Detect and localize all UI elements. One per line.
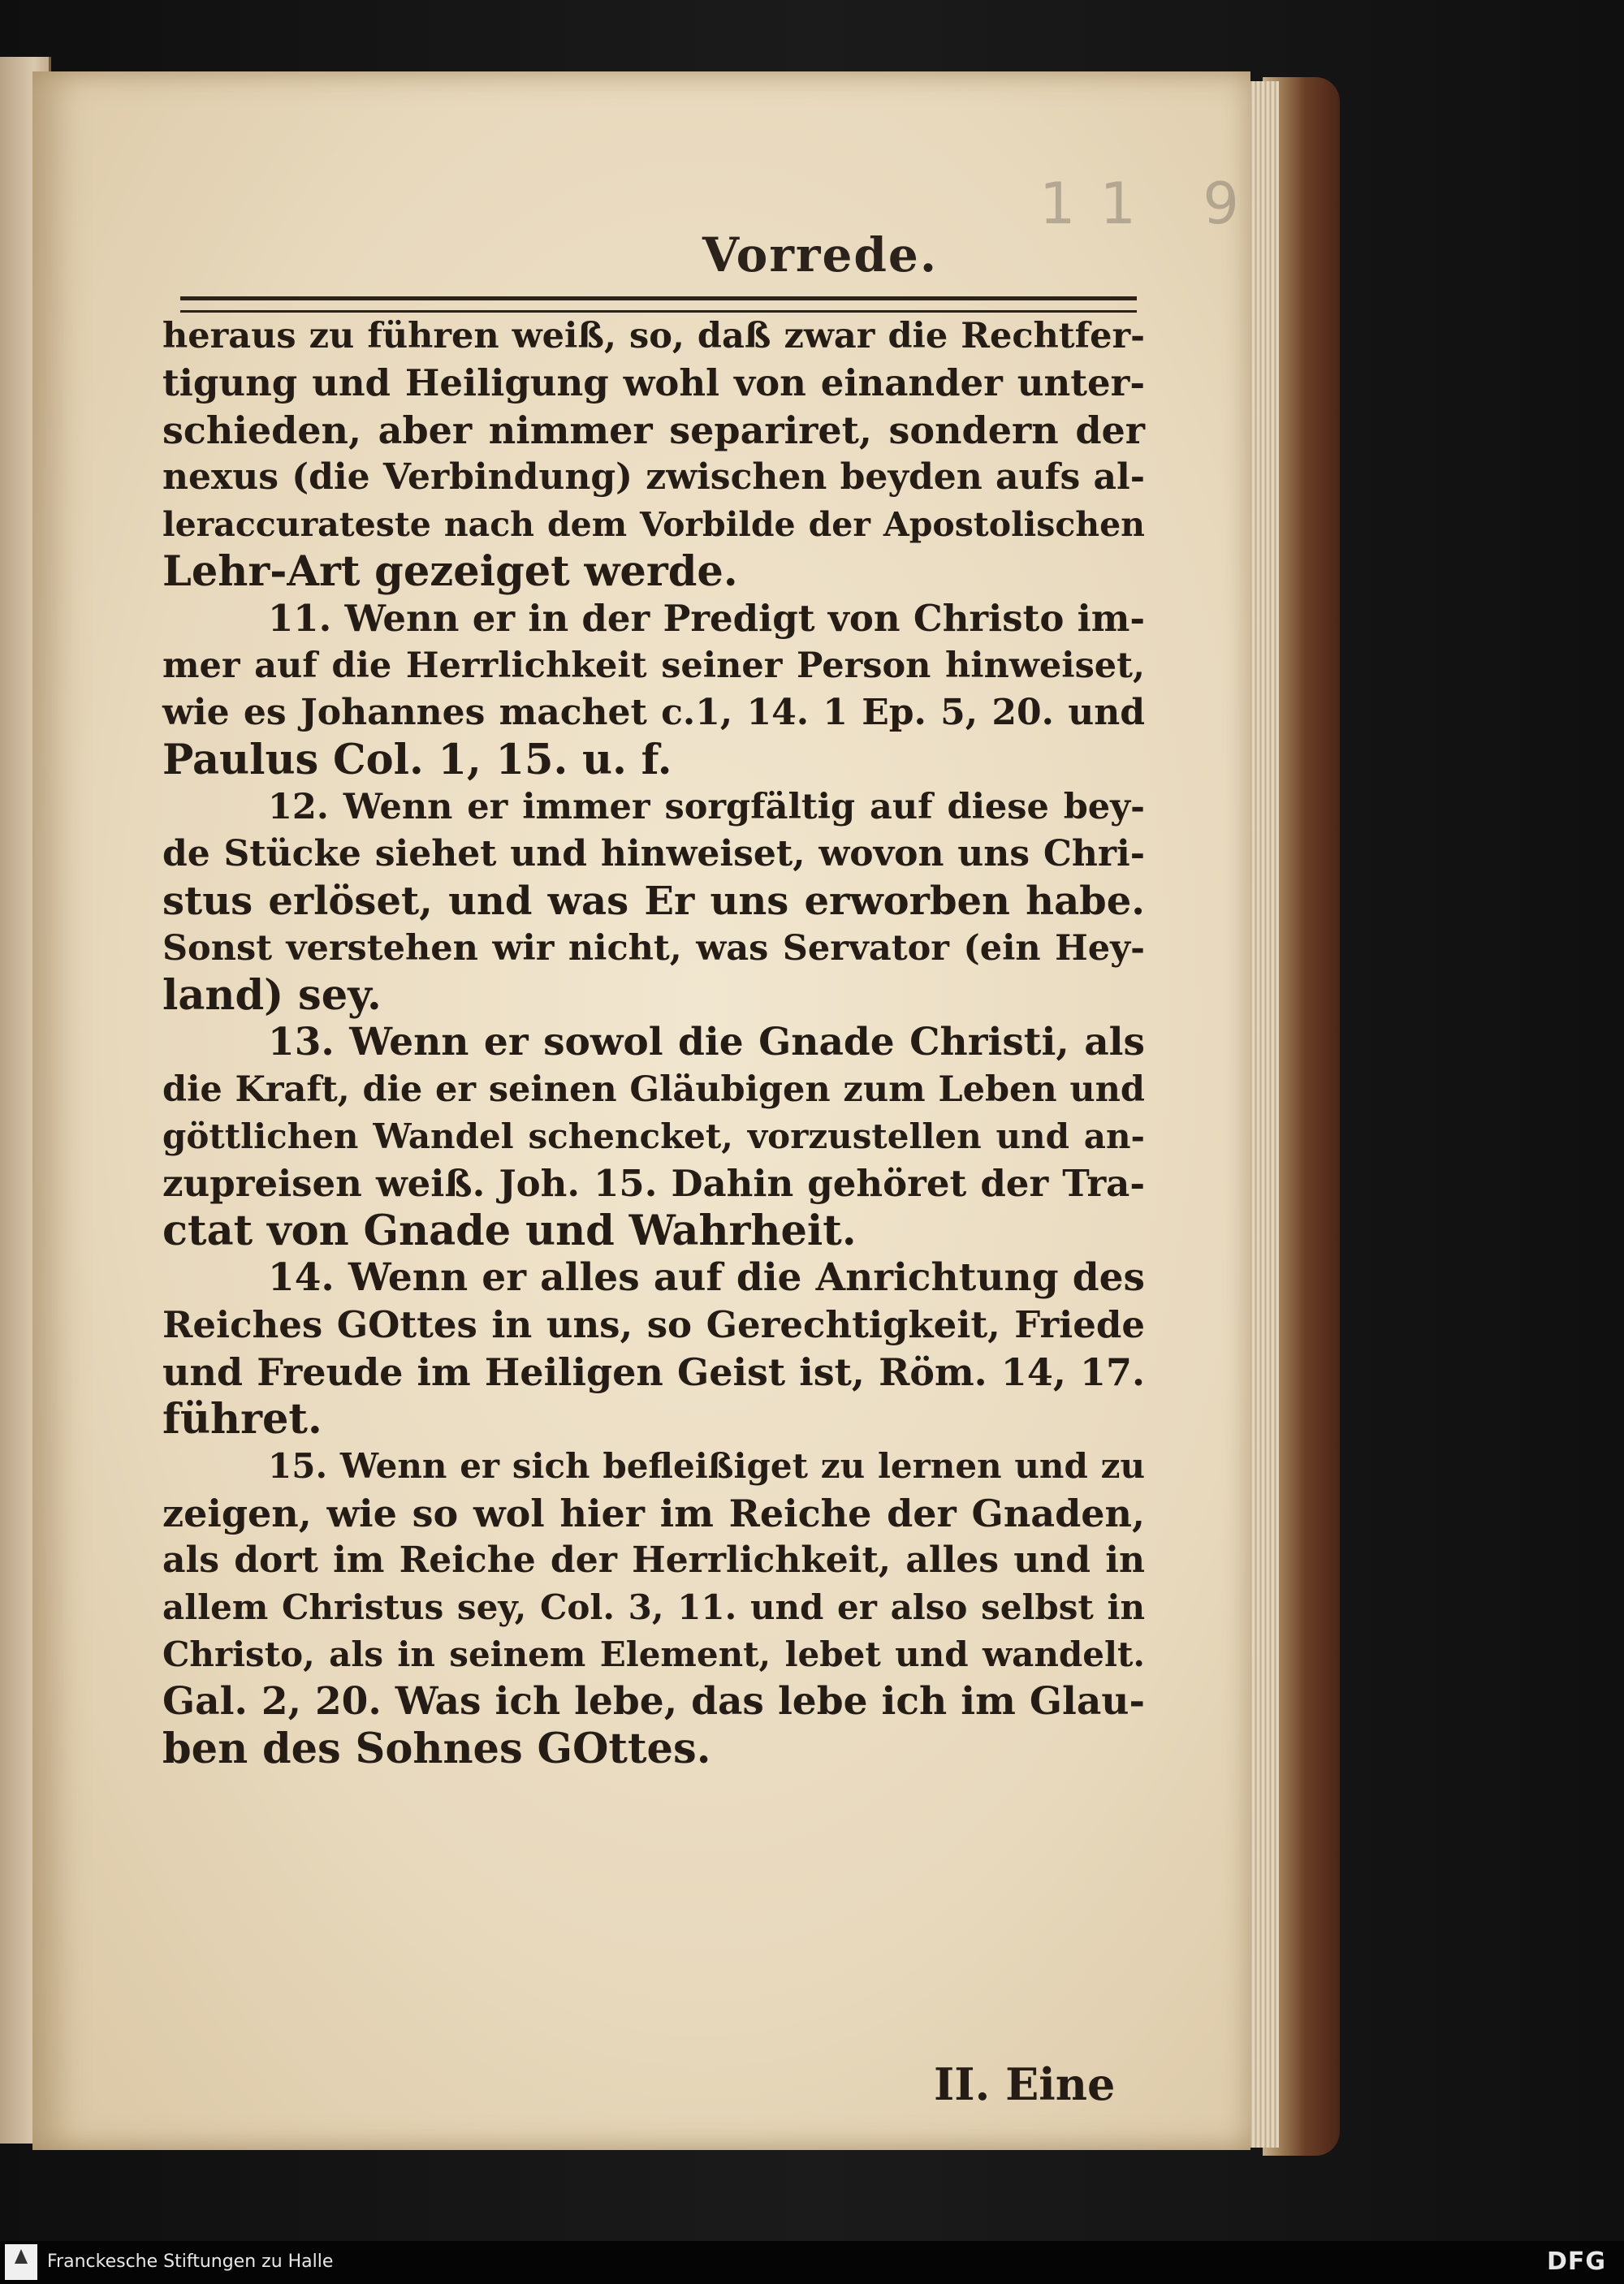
text-line: 11. Wenn er in der Predigt von Christo im- (268, 597, 1145, 640)
text-line: Lehr-Art gezeiget werde. (162, 547, 738, 596)
sponsor-logo: DFG (1546, 2247, 1606, 2276)
text-line: wie es Johannes machet c.1, 14. 1 Ep. 5, 20. und (162, 692, 1145, 733)
text-line: zupreisen weiß. Joh. 15. Dahin gehöret der Tra- (162, 1162, 1145, 1205)
text-line: Christo, als in seinem Element, lebet und wandelt. (162, 1634, 1145, 1674)
text-line: 13. Wenn er sowol die Gnade Christi, als (268, 1020, 1145, 1064)
institution-name: Franckesche Stiftungen zu Halle (47, 2252, 334, 2272)
text-line: Gal. 2, 20. Was ich lebe, das lebe ich im Glau- (162, 1679, 1145, 1724)
text-line: die Kraft, die er seinen Gläubigen zum Leben und (162, 1069, 1145, 1110)
text-line: 12. Wenn er immer sorgfältig auf diese bey- (268, 787, 1145, 827)
text-line: leraccurateste nach dem Vorbilde der Apostolischen (162, 505, 1145, 544)
page-body-text (162, 313, 1145, 1772)
text-line: 14. Wenn er alles auf die Anrichtung des (268, 1255, 1145, 1300)
text-line: als dort im Reiche der Herrlichkeit, alles und in (162, 1539, 1145, 1581)
text-line: Sonst verstehen wir nicht, was Servator (ein Hey- (162, 928, 1145, 969)
text-line: Reiches GOttes in uns, so Gerechtigkeit, Friede (162, 1303, 1145, 1346)
header-rule (180, 296, 1137, 313)
text-line: ben des Sohnes GOttes. (162, 1725, 711, 1773)
catchword: II. Eine (934, 2058, 1116, 2110)
text-line: stus erlöset, und was Er uns erworben habe. (162, 879, 1145, 924)
text-line: tigung und Heiligung wohl von einander unter- (162, 361, 1145, 404)
text-line: göttlichen Wandel schencket, vorzustellen und an- (162, 1116, 1145, 1156)
text-line: zeigen, wie so wol hier im Reiche der Gnaden, (162, 1492, 1145, 1535)
institution-logo-icon (5, 2244, 37, 2280)
text-line: heraus zu führen weiß, so, daß zwar die Rechtfer- (162, 316, 1145, 356)
text-line: 15. Wenn er sich befleißiget zu lernen und zu (268, 1446, 1145, 1486)
text-line: ctat von Gnade und Wahrheit. (162, 1207, 857, 1255)
text-line: de Stücke siehet und hinweiset, wovon uns Chri- (162, 833, 1145, 874)
text-line: und Freude im Heiligen Geist ist, Röm. 14, 17. (162, 1350, 1145, 1394)
text-line: nexus (die Verbindung) zwischen beyden aufs al- (162, 456, 1145, 498)
pencil-shelfmark: 11 9 (1039, 171, 1263, 237)
text-line: land) sey. (162, 971, 382, 1020)
text-line: führet. (162, 1395, 322, 1444)
text-line: Paulus Col. 1, 15. u. f. (162, 736, 672, 784)
text-line: mer auf die Herrlichkeit seiner Person hinweiset, (162, 645, 1145, 686)
text-line: schieden, aber nimmer separiret, sondern der (162, 408, 1145, 452)
text-line: allem Christus sey, Col. 3, 11. und er also selbst in (162, 1587, 1145, 1627)
running-head: Vorrede. (702, 227, 939, 283)
